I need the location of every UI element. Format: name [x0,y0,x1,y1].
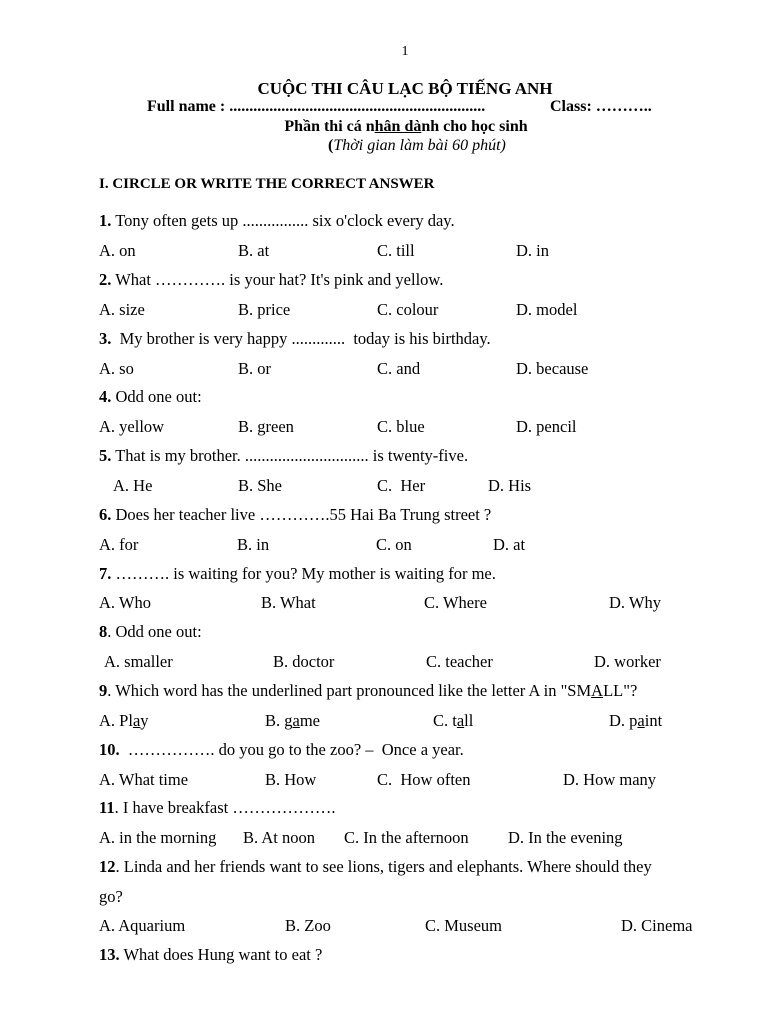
option-11a[interactable]: A. in the morning [99,828,217,847]
option-6c[interactable]: C. on [376,535,412,554]
option-1c[interactable]: C. till [377,241,415,260]
question-12-continued: go? [99,887,123,906]
time-limit: (Thời gian làm bài 60 phút) [328,137,506,154]
option-7c[interactable]: C. Where [424,593,487,612]
option-9d[interactable]: D. paint [609,711,663,730]
question-10: 10. ……………. do you go to the zoo? – Once a year. [99,740,464,759]
option-8a[interactable]: A. smaller [104,652,173,671]
option-5c[interactable]: C. Her [377,476,426,495]
option-12a[interactable]: A. Aquarium [99,916,186,935]
option-4a[interactable]: A. yellow [99,417,165,436]
option-5a[interactable]: A. He [113,476,153,495]
full-name-field: Full name : ................................................................ [147,98,486,115]
option-11b[interactable]: B. At noon [243,828,315,847]
option-7b[interactable]: B. What [261,593,316,612]
option-8c[interactable]: C. teacher [426,652,493,671]
question-5: 5. That is my brother. .............................. is twenty-five. [99,446,469,465]
option-10a[interactable]: A. What time [99,770,189,789]
option-12c[interactable]: C. Museum [425,916,503,935]
class-field: Class: ……….. [550,98,652,115]
option-3b[interactable]: B. or [238,359,271,378]
question-12: 12. Linda and her friends want to see lions, tigers and elephants. Where should they [99,857,652,876]
option-4d[interactable]: D. pencil [516,417,577,436]
option-2a[interactable]: A. size [99,300,145,319]
option-5b[interactable]: B. She [238,476,283,495]
option-12b[interactable]: B. Zoo [285,916,331,935]
option-11d[interactable]: D. In the evening [508,828,623,847]
page-number: 1 [401,44,409,59]
option-10d[interactable]: D. How many [563,770,657,789]
option-9c[interactable]: C. tall [433,711,474,730]
question-1: 1. Tony often gets up ................ six o'clock every day. [99,211,455,230]
option-9b[interactable]: B. game [265,711,321,730]
option-2b[interactable]: B. price [238,300,291,319]
option-2d[interactable]: D. model [516,300,578,319]
option-3a[interactable]: A. so [99,359,134,378]
option-6a[interactable]: A. for [99,535,139,554]
section-title: I. CIRCLE OR WRITE THE CORRECT ANSWER [99,176,435,192]
option-7d[interactable]: D. Why [609,593,661,612]
subtitle: Phần thi cá nhân dành cho học sinh [284,118,528,135]
option-3c[interactable]: C. and [377,359,421,378]
option-10c[interactable]: C. How often [377,770,471,789]
option-1a[interactable]: A. on [99,241,136,260]
option-1b[interactable]: B. at [238,241,270,260]
option-4b[interactable]: B. green [238,417,294,436]
option-5d[interactable]: D. His [488,476,532,495]
question-9: 9. Which word has the underlined part pronounced like the letter A in "SMALL"? [99,681,638,700]
option-1d[interactable]: D. in [516,241,549,260]
question-6: 6. Does her teacher live ………….55 Hai Ba Trung street ? [99,505,492,524]
option-4c[interactable]: C. blue [377,417,425,436]
option-12d[interactable]: D. Cinema [621,916,693,935]
option-6b[interactable]: B. in [237,535,270,554]
option-11c[interactable]: C. In the afternoon [344,828,469,847]
question-3: 3. My brother is very happy ............. today is his birthday. [99,329,491,348]
option-8b[interactable]: B. doctor [273,652,335,671]
option-7a[interactable]: A. Who [99,593,151,612]
question-7: 7. ………. is waiting for you? My mother is waiting for me. [99,564,496,583]
option-2c[interactable]: C. colour [377,300,439,319]
option-6d[interactable]: D. at [493,535,526,554]
option-8d[interactable]: D. worker [594,652,661,671]
question-2: 2. What …………. is your hat? It's pink and yellow. [99,270,444,289]
question-4: 4. Odd one out: [99,387,202,406]
option-9a[interactable]: A. Play [99,711,149,730]
question-13: 13. What does Hung want to eat ? [99,945,323,964]
option-3d[interactable]: D. because [516,359,589,378]
page-title: CUỘC THI CÂU LẠC BỘ TIẾNG ANH [257,79,553,98]
question-11: 11. I have breakfast ………………. [99,798,336,817]
question-8: 8. Odd one out: [99,622,202,641]
option-10b[interactable]: B. How [265,770,317,789]
